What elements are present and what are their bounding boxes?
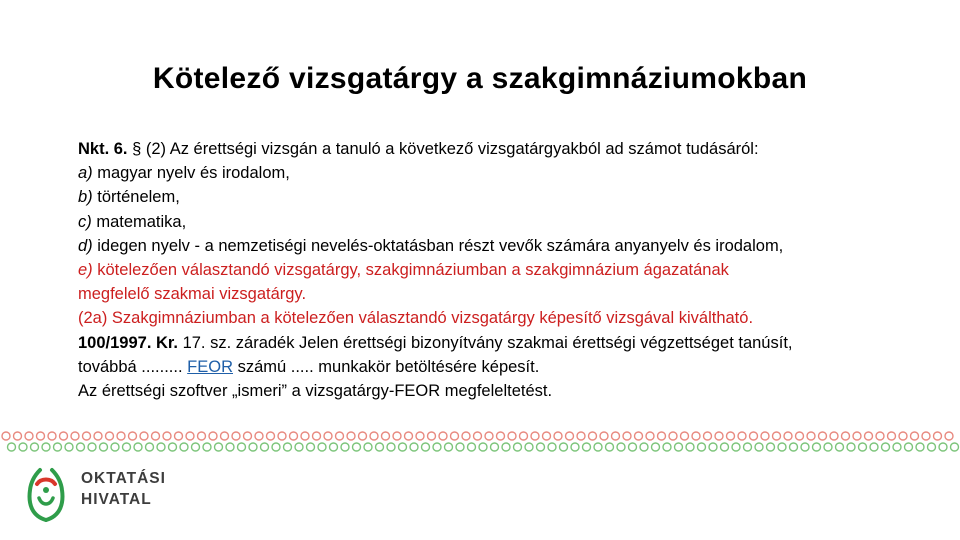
ornament bbox=[313, 432, 321, 440]
ornament bbox=[830, 432, 838, 440]
ornament bbox=[445, 443, 453, 451]
ornament bbox=[474, 432, 482, 440]
ornament bbox=[422, 443, 430, 451]
text-line-highlighted: (2a) Szakgimnáziumban a kötelezően választandó vizsgatárgy képesítő vizsgával kiváltható. bbox=[78, 309, 754, 328]
ornament bbox=[600, 432, 608, 440]
ornament bbox=[537, 443, 545, 451]
ornament bbox=[669, 432, 677, 440]
ornament bbox=[594, 443, 602, 451]
ornament bbox=[813, 443, 821, 451]
ornament bbox=[934, 432, 942, 440]
ornament bbox=[330, 443, 338, 451]
ornament bbox=[698, 443, 706, 451]
ornament bbox=[859, 443, 867, 451]
ornament bbox=[801, 443, 809, 451]
ornament bbox=[491, 443, 499, 451]
ornament bbox=[353, 443, 361, 451]
text-line bbox=[78, 355, 938, 379]
list-marker: d) bbox=[78, 236, 93, 255]
ornament bbox=[911, 432, 919, 440]
ornament bbox=[209, 432, 217, 440]
ornament bbox=[468, 443, 476, 451]
list-item-highlighted bbox=[78, 258, 938, 282]
text-run: továbbá ......... bbox=[78, 357, 188, 376]
ornament bbox=[462, 432, 470, 440]
ornament bbox=[249, 443, 257, 451]
ornament bbox=[663, 443, 671, 451]
slide-title: Kötelező vizsgatárgy a szakgimnáziumokban bbox=[152, 62, 808, 95]
text-run: § (2) Az érettségi vizsgán a tanuló a következő vizsgatárgyakból ad számot tudásáról: bbox=[127, 140, 759, 158]
ornament bbox=[192, 443, 200, 451]
ornament bbox=[347, 432, 355, 440]
text-run: kötelezően választandó vizsgatárgy, szakgimnáziumban a szakgimnázium ágazatának bbox=[92, 261, 729, 280]
ornament bbox=[428, 432, 436, 440]
ornament bbox=[623, 432, 631, 440]
ornament bbox=[485, 432, 493, 440]
ornament bbox=[778, 443, 786, 451]
ornament bbox=[755, 443, 763, 451]
ornament bbox=[123, 443, 131, 451]
ornament bbox=[876, 432, 884, 440]
ornament bbox=[14, 432, 22, 440]
ornament bbox=[543, 432, 551, 440]
ornament bbox=[853, 432, 861, 440]
ornament bbox=[324, 432, 332, 440]
logo bbox=[24, 464, 224, 528]
ornament bbox=[186, 432, 194, 440]
ornament bbox=[111, 443, 119, 451]
ornament bbox=[652, 443, 660, 451]
ornament bbox=[25, 432, 33, 440]
ornament bbox=[180, 443, 188, 451]
ornament bbox=[267, 432, 275, 440]
ornament bbox=[232, 432, 240, 440]
ornament bbox=[163, 432, 171, 440]
ornament bbox=[295, 443, 303, 451]
law-reference: Nkt. 6. bbox=[78, 140, 128, 158]
ornament bbox=[905, 443, 913, 451]
ornament bbox=[761, 432, 769, 440]
ornament bbox=[583, 443, 591, 451]
ornament bbox=[456, 443, 464, 451]
ornament bbox=[675, 443, 683, 451]
ornament bbox=[226, 443, 234, 451]
ornament bbox=[42, 443, 50, 451]
list-item bbox=[78, 234, 938, 258]
ornament bbox=[681, 432, 689, 440]
list-marker: b) bbox=[78, 188, 93, 207]
ornament bbox=[290, 432, 298, 440]
ornament bbox=[497, 432, 505, 440]
ornament bbox=[393, 432, 401, 440]
ornament bbox=[646, 432, 654, 440]
ornament bbox=[451, 432, 459, 440]
ornament bbox=[60, 432, 68, 440]
ornament bbox=[899, 432, 907, 440]
ornament bbox=[8, 443, 16, 451]
ornament bbox=[370, 432, 378, 440]
ornament bbox=[54, 443, 62, 451]
ornament bbox=[865, 432, 873, 440]
text-run: történelem, bbox=[92, 188, 180, 207]
text-run: idegen nyelv - a nemzetiségi nevelés-oktatásban részt vevők számára anyanyelv és irodalom, bbox=[92, 236, 784, 255]
ornament bbox=[341, 443, 349, 451]
ornament bbox=[738, 432, 746, 440]
ornament bbox=[278, 432, 286, 440]
text-line: Az érettségi szoftver „ismeri” a vizsgatárgy-FEOR megfeleltetést. bbox=[78, 382, 553, 401]
ornament bbox=[807, 432, 815, 440]
ornament bbox=[31, 443, 39, 451]
ornament bbox=[65, 443, 73, 451]
ornament bbox=[318, 443, 326, 451]
ornament bbox=[893, 443, 901, 451]
ornament bbox=[721, 443, 729, 451]
list-marker: c) bbox=[78, 212, 92, 231]
ornament bbox=[531, 432, 539, 440]
ornament bbox=[433, 443, 441, 451]
ornament bbox=[169, 443, 177, 451]
ornament bbox=[221, 432, 229, 440]
slide-body bbox=[78, 137, 938, 403]
ornament bbox=[571, 443, 579, 451]
owl-logo-icon bbox=[24, 464, 68, 524]
ornament bbox=[399, 443, 407, 451]
ornament bbox=[566, 432, 574, 440]
ornament bbox=[410, 443, 418, 451]
ornament bbox=[100, 443, 108, 451]
text-run: 17. sz. záradék Jelen érettségi bizonyítvány szakmai érettségi végzettséget tanúsít, bbox=[178, 333, 793, 352]
ornament bbox=[152, 432, 160, 440]
ornament bbox=[732, 443, 740, 451]
ornament bbox=[635, 432, 643, 440]
ornament bbox=[502, 443, 510, 451]
text-run: matematika, bbox=[91, 212, 187, 231]
ornament bbox=[686, 443, 694, 451]
ornament bbox=[629, 443, 637, 451]
ornament bbox=[560, 443, 568, 451]
text-line-highlighted: megfelelő szakmai vizsgatárgy. bbox=[78, 285, 307, 304]
ornament bbox=[416, 432, 424, 440]
ornament bbox=[916, 443, 924, 451]
ornament bbox=[577, 432, 585, 440]
ornament bbox=[238, 443, 246, 451]
ornament bbox=[198, 432, 206, 440]
ornament bbox=[617, 443, 625, 451]
ornament bbox=[77, 443, 85, 451]
logo-text-line1: OKTATÁSI bbox=[81, 470, 166, 487]
ornament bbox=[514, 443, 522, 451]
ornament bbox=[928, 443, 936, 451]
ornament bbox=[589, 432, 597, 440]
ornament bbox=[888, 432, 896, 440]
ornament bbox=[479, 443, 487, 451]
ornament bbox=[48, 432, 56, 440]
ornament bbox=[301, 432, 309, 440]
list-marker: e) bbox=[78, 261, 93, 280]
ornament bbox=[709, 443, 717, 451]
ornament bbox=[520, 432, 528, 440]
ornament bbox=[140, 432, 148, 440]
list-item bbox=[78, 210, 938, 234]
ornament bbox=[146, 443, 154, 451]
law-reference: 100/1997. Kr. bbox=[78, 333, 178, 352]
ornament bbox=[612, 432, 620, 440]
ornament bbox=[175, 432, 183, 440]
ornament bbox=[727, 432, 735, 440]
ornament bbox=[796, 432, 804, 440]
decorative-border bbox=[0, 430, 960, 454]
ornament bbox=[548, 443, 556, 451]
list-marker: a) bbox=[78, 164, 93, 183]
ornament bbox=[554, 432, 562, 440]
list-item bbox=[78, 185, 938, 209]
ornament bbox=[307, 443, 315, 451]
ornament bbox=[359, 432, 367, 440]
ornament bbox=[19, 443, 27, 451]
ornament bbox=[922, 432, 930, 440]
text-line bbox=[78, 137, 938, 161]
ornament bbox=[773, 432, 781, 440]
ornament bbox=[658, 432, 666, 440]
ornament bbox=[88, 443, 96, 451]
deco-row-green bbox=[8, 443, 959, 451]
ornament bbox=[824, 443, 832, 451]
ornament bbox=[284, 443, 292, 451]
ornament bbox=[790, 443, 798, 451]
ornament bbox=[951, 443, 959, 451]
deco-row-pink bbox=[2, 432, 953, 440]
ornament bbox=[939, 443, 947, 451]
ornament bbox=[2, 432, 10, 440]
ornament bbox=[767, 443, 775, 451]
ornament bbox=[94, 432, 102, 440]
ornament bbox=[255, 432, 263, 440]
ornament bbox=[508, 432, 516, 440]
ornament bbox=[37, 432, 45, 440]
list-item bbox=[78, 161, 938, 185]
text-run: számú ..... munkakör betöltésére képesít. bbox=[233, 357, 540, 376]
ornament bbox=[376, 443, 384, 451]
text-run: magyar nyelv és irodalom, bbox=[92, 164, 290, 183]
ornament bbox=[847, 443, 855, 451]
ornament bbox=[842, 432, 850, 440]
ornament bbox=[203, 443, 211, 451]
ornament bbox=[272, 443, 280, 451]
ornament bbox=[336, 432, 344, 440]
feor-link[interactable]: FEOR bbox=[187, 357, 233, 376]
ornament bbox=[750, 432, 758, 440]
ornament bbox=[945, 432, 953, 440]
ornament bbox=[157, 443, 165, 451]
logo-text-line2: HIVATAL bbox=[81, 491, 152, 508]
ornament bbox=[640, 443, 648, 451]
ornament bbox=[784, 432, 792, 440]
ornament bbox=[692, 432, 700, 440]
ornament bbox=[364, 443, 372, 451]
ornament bbox=[134, 443, 142, 451]
ornament bbox=[439, 432, 447, 440]
ornament bbox=[71, 432, 79, 440]
ornament bbox=[261, 443, 269, 451]
ornament bbox=[704, 432, 712, 440]
ornament bbox=[819, 432, 827, 440]
ornament bbox=[525, 443, 533, 451]
ornament bbox=[382, 432, 390, 440]
ornament bbox=[215, 443, 223, 451]
ornament bbox=[83, 432, 91, 440]
ornament bbox=[836, 443, 844, 451]
ornament bbox=[117, 432, 125, 440]
ornament bbox=[244, 432, 252, 440]
ornament bbox=[744, 443, 752, 451]
ornament bbox=[405, 432, 413, 440]
ornament bbox=[606, 443, 614, 451]
ornament bbox=[387, 443, 395, 451]
ornament bbox=[106, 432, 114, 440]
ornament bbox=[715, 432, 723, 440]
ornament bbox=[882, 443, 890, 451]
text-line bbox=[78, 331, 938, 355]
ornament bbox=[129, 432, 137, 440]
ornament bbox=[870, 443, 878, 451]
